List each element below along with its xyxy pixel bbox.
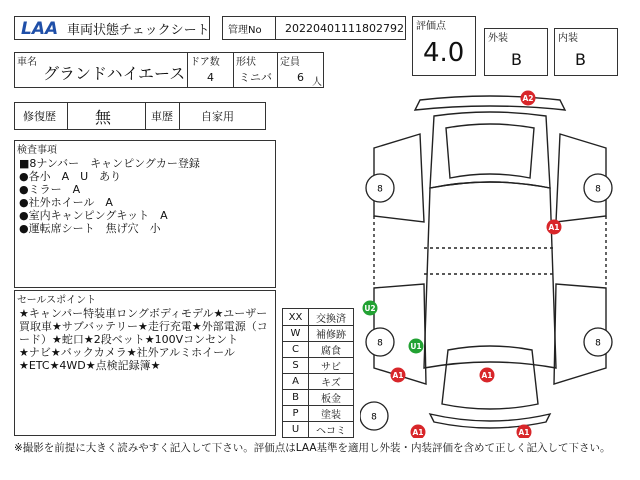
repair-history-label: 修復歴: [23, 110, 56, 123]
use-history-value: 自家用: [201, 110, 234, 123]
car-name-label: 車名: [17, 56, 37, 68]
capacity-unit: 人: [312, 76, 322, 88]
overall-grade-box: [412, 16, 476, 76]
overall-grade-label: 評価点: [416, 21, 446, 32]
legend-meaning: キズ: [321, 378, 341, 389]
svg-text:A2: A2: [522, 94, 534, 103]
overall-grade-value: 4.0: [423, 38, 465, 68]
legend-row: [283, 373, 353, 389]
interior-grade-label: 内装: [558, 33, 578, 44]
svg-text:U2: U2: [364, 304, 376, 313]
svg-text:A1: A1: [392, 371, 404, 380]
roof-outline: [415, 96, 565, 110]
divider: [187, 53, 188, 87]
legend-code: C: [283, 342, 309, 357]
damage-mark: [409, 339, 424, 354]
svg-text:A1: A1: [548, 223, 560, 232]
svg-text:8: 8: [595, 184, 601, 195]
legend-meaning: ヘコミ: [316, 426, 346, 437]
exterior-grade-label: 外装: [488, 33, 508, 44]
legend-row: [283, 325, 353, 341]
svg-text:8: 8: [377, 184, 383, 195]
title-box: [14, 16, 210, 40]
damage-mark: [547, 220, 562, 235]
divider: [67, 103, 68, 129]
legend-code: B: [283, 390, 309, 405]
divider: [277, 53, 278, 87]
footer-note: ※撮影を前提に大きく読みやすく記入して下さい。評価点はLAA基準を適用し外装・内装評価を含めて正しく記入して下さい。: [14, 442, 611, 454]
capacity-label: 定員: [280, 56, 300, 68]
legend-code: P: [283, 406, 309, 421]
legend-row: [283, 405, 353, 421]
doors-value: 4: [207, 70, 214, 84]
sales-points-label: セールスポイント: [17, 294, 97, 306]
interior-grade-value: B: [575, 49, 586, 69]
legend-code: A: [283, 374, 309, 389]
svg-text:8: 8: [377, 338, 383, 349]
sales-point-line: ★ナビ★バックカメラ★社外アルミホイール: [19, 346, 235, 359]
legend-code: XX: [283, 309, 309, 325]
doors-label: ドア数: [190, 56, 220, 68]
laa-logo: [19, 18, 61, 38]
inspection-line: ●各小 A U あり: [19, 170, 122, 183]
svg-text:8: 8: [595, 338, 601, 349]
wheel-icon: [360, 402, 388, 430]
history-box: [14, 102, 266, 130]
vehicle-damage-diagram: [360, 88, 620, 438]
svg-text:A1: A1: [412, 428, 424, 437]
exterior-grade-box: [484, 28, 548, 76]
inspection-line: ●ミラー A: [19, 183, 81, 196]
windshield-outline: [446, 124, 534, 178]
damage-mark: [480, 368, 495, 383]
damage-mark: [521, 91, 536, 106]
damage-mark: [391, 368, 406, 383]
rear-bumper-outline: [430, 414, 550, 428]
shape-label: 形状: [236, 56, 256, 68]
legend-row: [283, 421, 353, 437]
wheel-icon: [584, 328, 612, 356]
mgmt-no: 20220401111802792: [285, 21, 404, 35]
legend-meaning: 交換済: [316, 313, 346, 325]
sales-point-line: 買取車★サブバッテリー★走行充電★外部電源（コ: [19, 320, 268, 333]
inspection-lines: [19, 157, 200, 235]
wheel-icon: [366, 328, 394, 356]
mgmt-label: 管理No: [228, 24, 262, 36]
repair-history-value: 無: [95, 107, 112, 127]
body-center-outline: [424, 182, 556, 368]
damage-mark: [411, 425, 426, 439]
inspection-line: ●室内キャンピングキット A: [19, 209, 168, 222]
legend-row: [283, 357, 353, 373]
legend-code: S: [283, 358, 309, 373]
wheel-icon: [584, 174, 612, 202]
svg-text:U1: U1: [410, 342, 422, 351]
sales-point-line: ード）★蛇口★2段ベット★100Vコンセント: [19, 333, 239, 346]
legend-code: W: [283, 326, 309, 341]
divider: [145, 103, 146, 129]
exterior-grade-value: B: [511, 49, 522, 69]
sales-points-lines: [19, 307, 268, 372]
legend-row: [283, 309, 353, 325]
legend-meaning: 板金: [321, 394, 341, 405]
svg-text:A1: A1: [518, 428, 530, 437]
mgmt-box: [222, 16, 406, 40]
use-history-label: 車歴: [151, 110, 173, 123]
legend-row: [283, 389, 353, 405]
sales-points-box: [14, 290, 276, 436]
legend-code: U: [283, 422, 309, 437]
inspection-label: 検査事項: [17, 144, 57, 156]
legend-meaning: 塗装: [321, 410, 341, 421]
legend-row: [283, 341, 353, 357]
legend-meaning: サビ: [321, 362, 341, 373]
wheel-icon: [366, 174, 394, 202]
sales-point-line: ★ETC★4WD★点検記録簿★: [19, 359, 161, 372]
damage-mark: [363, 301, 378, 316]
sales-point-line: ★キャンパー特装車ロングボディモデル★ユーザー: [19, 307, 268, 320]
car-name-value: グランドハイエース: [43, 63, 186, 83]
inspection-line: ●社外ホイール A: [19, 196, 113, 209]
inspection-line: ■8ナンバー キャンピングカー登録: [19, 157, 200, 170]
svg-text:A1: A1: [481, 371, 493, 380]
divider: [179, 103, 180, 129]
capacity-value: 6: [297, 70, 304, 84]
damage-legend: [282, 308, 354, 438]
interior-grade-box: [554, 28, 618, 76]
sheet-title: 車両状態チェックシート: [67, 23, 210, 38]
vehicle-info-box: [14, 52, 324, 88]
svg-text:8: 8: [371, 412, 377, 423]
mgmt-divider: [275, 17, 276, 39]
shape-value: ミニバ: [239, 71, 272, 84]
divider: [233, 53, 234, 87]
legend-meaning: 補修跡: [316, 330, 346, 341]
svg-text:LAA: LAA: [21, 19, 59, 38]
inspection-box: [14, 140, 276, 288]
inspection-line: ●運転席シート 焦げ穴 小: [19, 222, 161, 235]
legend-meaning: 腐食: [321, 346, 341, 357]
